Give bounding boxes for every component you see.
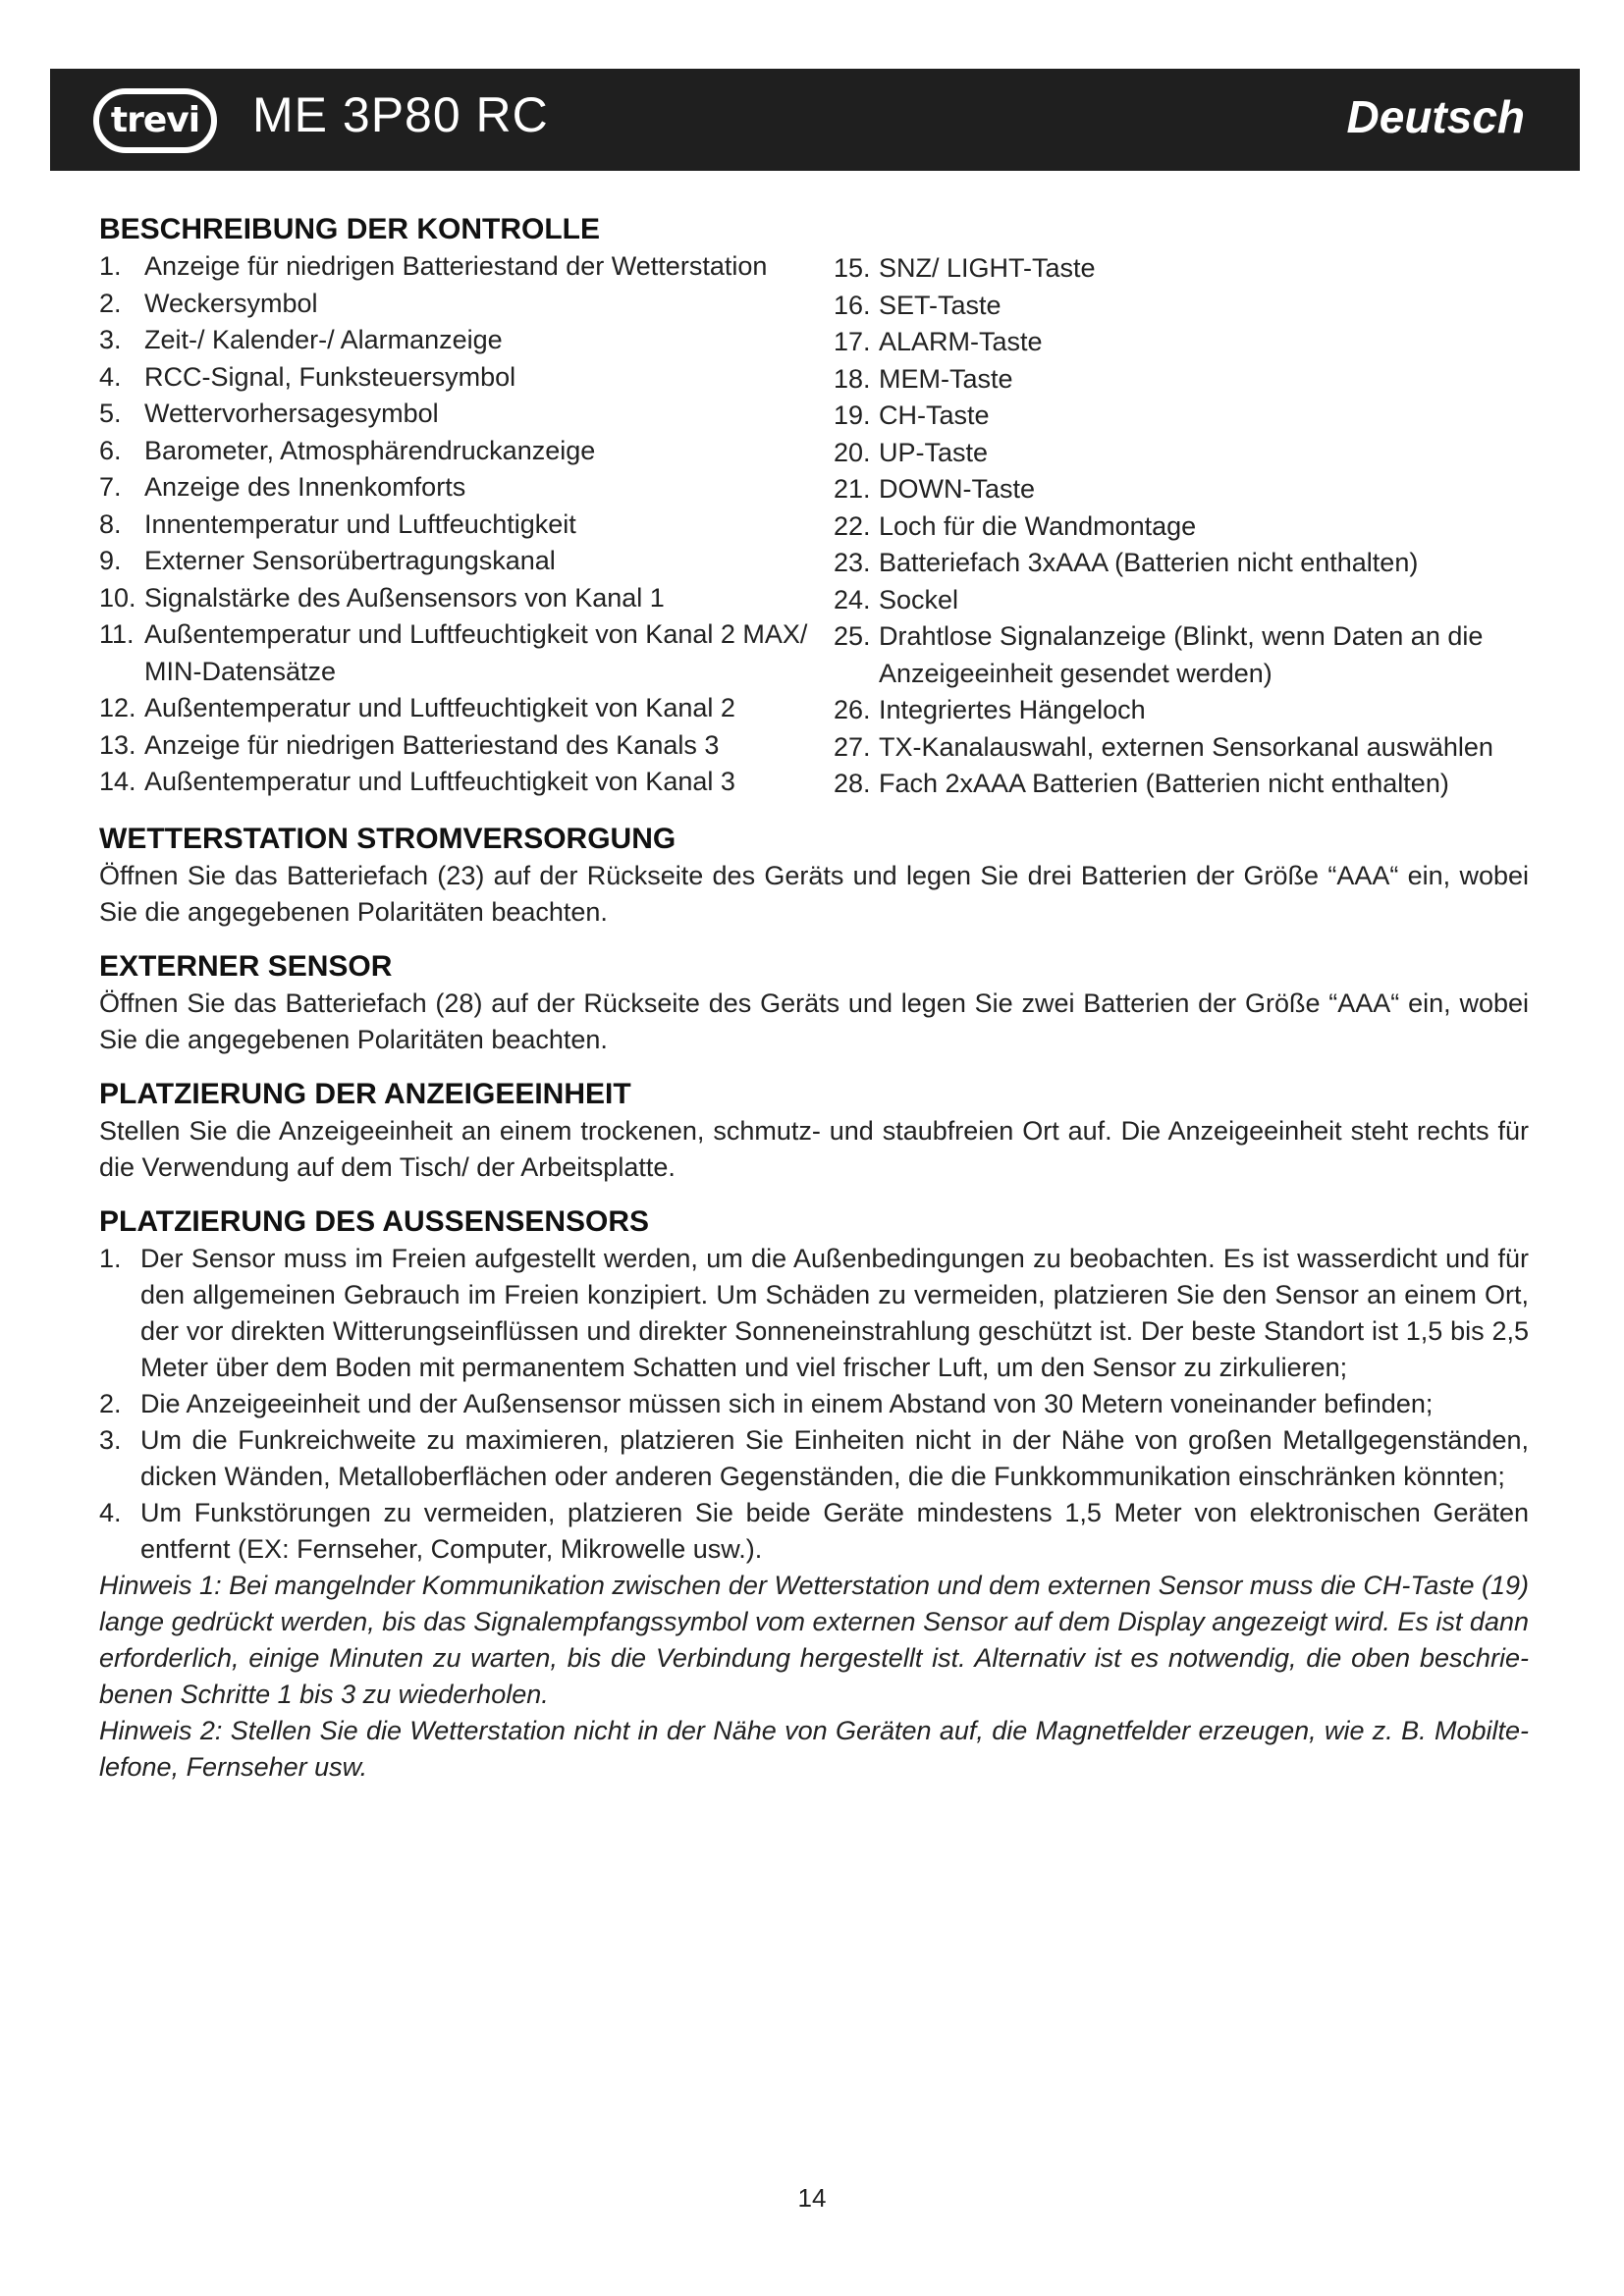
list-item-text: Weckersymbol: [144, 288, 318, 318]
list-item-number: 10.: [99, 582, 136, 613]
controls-heading: BESCHREIBUNG DER KONTROLLE: [99, 213, 601, 245]
list-item: [99, 543, 834, 580]
list-item-text: RCC-Signal, Funksteuersymbol: [144, 361, 516, 392]
list-item-text: TX-Kanalauswahl, externen Sensorkanal auswählen: [879, 731, 1493, 762]
list-item-text: Loch für die Wandmontage: [879, 510, 1197, 541]
list-item: [99, 469, 834, 507]
list-item-number: 18.: [834, 363, 871, 394]
list-item: [834, 582, 1529, 619]
list-item-number: 19.: [834, 400, 871, 430]
list-item: [834, 398, 1529, 435]
list-item-text: Außentemperatur und Luftfeuchtigkeit von Kanal 3: [144, 767, 735, 796]
list-item-text: Wettervorhersagesymbol: [144, 399, 439, 428]
page-content: [99, 211, 1529, 1786]
list-item-number: 27.: [834, 731, 871, 762]
sensor-placement-steps: [99, 1241, 1529, 1568]
list-item-text: Sockel: [879, 584, 959, 614]
list-item-number: 4.: [99, 361, 122, 392]
list-item: [834, 435, 1529, 472]
list-item-text: Integriertes Hängeloch: [879, 695, 1146, 724]
list-item: [834, 729, 1529, 767]
controls-list-right: [834, 250, 1529, 803]
list-item: [99, 764, 834, 801]
list-item-text: Barometer, Atmosphärendruckanzeige: [144, 435, 596, 465]
list-item-text: ALARM-Taste: [879, 327, 1043, 356]
list-item: [834, 288, 1529, 325]
list-item: [99, 1422, 1529, 1495]
list-item: [834, 508, 1529, 546]
list-item-text: CH-Taste: [879, 400, 990, 430]
list-item-text: Innentemperatur und Luftfeuchtigkeit: [144, 508, 576, 539]
controls-left-column: [99, 211, 834, 803]
page-header: [50, 69, 1580, 171]
list-item-number: 6.: [99, 435, 122, 465]
list-item-text: Zeit-/ Kalender-/ Alarmanzeige: [144, 325, 503, 354]
list-item-number: 28.: [834, 769, 871, 798]
brand-logo-text: trevi: [110, 100, 200, 140]
list-item-text: Die Anzeigeeinheit und der Außensensor müssen sich in einem Abstand von 30 Metern voneinander befinden;: [140, 1388, 1434, 1418]
list-item-number: 5.: [99, 399, 122, 428]
list-item-number: 22.: [834, 510, 871, 541]
list-item-number: 15.: [834, 253, 871, 283]
note-1: Hinweis 1: Bei mangelnder Kommunikation zwischen der Wetterstation und dem externen Sensor muss die CH-Taste (19) lange gedrückt werden, bis das Signalempfangssymbol vom externen Sensor auf dem Display angezeigt wird. Es ist dann erforderlich, einige Minuten zu warten, bis die Verbindung hergestellt ist. Alternativ ist es notwendig, die oben beschrie-benen Schritte 1 bis 3 zu wiederholen.: [99, 1570, 1529, 1709]
list-item-text: Anzeige für niedrigen Batteriestand des Kanals 3: [144, 729, 720, 760]
list-item-text: Signalstärke des Außensensors von Kanal 1: [144, 582, 665, 613]
list-item: [99, 1386, 1529, 1422]
list-item-number: 1.: [99, 251, 122, 281]
list-item-number: 3.: [99, 1424, 122, 1455]
display-placement-section: [99, 1076, 1529, 1186]
list-item-text: Außentemperatur und Luftfeuchtigkeit von Kanal 2 MAX/ MIN-Datensätze: [144, 619, 808, 686]
list-item-number: 13.: [99, 729, 136, 760]
sensor-placement-heading: PLATZIERUNG DES AUSSENSENSORS: [99, 1204, 650, 1238]
list-item: [834, 250, 1529, 288]
sensor-heading: EXTERNER SENSOR: [99, 949, 393, 983]
list-item-number: 23.: [834, 548, 871, 577]
list-item: [99, 690, 834, 727]
list-item-number: 26.: [834, 695, 871, 724]
list-item-text: Der Sensor muss im Freien aufgestellt werden, um die Außenbedingungen zu beobachten. Es ist wasserdicht und für den allgemeinen Gebrauch im Freien konzipiert. Um Schäden zu vermeiden, platzieren Sie den Sensor an einem Ort, der vor direkten Witterungseinflüssen und direkter Sonneneinstrahlung geschützt ist. Der beste Standort ist 1,5 bis 2,5 Meter über dem Boden mit permanentem Schatten und viel frischer Luft, um den Sensor zu zirkulieren;: [140, 1243, 1529, 1382]
list-item-text: Anzeige des Innenkomforts: [144, 472, 466, 502]
list-item: [834, 361, 1529, 399]
list-item: [99, 396, 834, 433]
controls-section: [99, 211, 1529, 803]
list-item-number: 24.: [834, 584, 871, 614]
list-item-text: Um die Funkreichweite zu maximieren, platzieren Sie Einheiten nicht in der Nähe von großen Metallgegenständen, dicken Wänden, Metalloberflächen oder anderen Gegenständen, die die Funkkommunikation einschränken könnten;: [140, 1424, 1529, 1491]
list-item-text: Fach 2xAAA Batterien (Batterien nicht enthalten): [879, 769, 1449, 798]
list-item: [99, 580, 834, 617]
list-item-number: 9.: [99, 546, 122, 575]
list-item: [99, 507, 834, 544]
brand-logo: [93, 88, 217, 153]
sensor-text: Öffnen Sie das Batteriefach (28) auf der Rückseite des Geräts und legen Sie zwei Batterien der Größe “AAA“ ein, wobei Sie die angegebenen Polaritäten beachten.: [99, 988, 1529, 1054]
list-item-number: 3.: [99, 325, 122, 354]
list-item-number: 17.: [834, 327, 871, 356]
list-item-number: 11.: [99, 619, 135, 649]
list-item-number: 4.: [99, 1497, 122, 1527]
sensor-placement-section: [99, 1203, 1529, 1786]
list-item: [99, 286, 834, 323]
list-item-text: DOWN-Taste: [879, 474, 1036, 504]
list-item-number: 21.: [834, 474, 871, 504]
list-item-text: Anzeige für niedrigen Batteriestand der Wetterstation: [144, 251, 768, 281]
list-item: [834, 618, 1529, 692]
controls-columns: [99, 211, 1529, 803]
display-placement-text: Stellen Sie die Anzeigeeinheit an einem trockenen, schmutz- und staubfreien Ort auf. Die Anzeigeeinheit steht rechts für die Verwendung auf dem Tisch/ der Arbeitsplatte.: [99, 1115, 1529, 1182]
list-item-number: 8.: [99, 508, 122, 539]
list-item-number: 20.: [834, 437, 871, 467]
list-item-number: 12.: [99, 693, 136, 722]
list-item-number: 2.: [99, 1388, 122, 1418]
page-number: 14: [797, 2183, 827, 2213]
list-item: [99, 433, 834, 470]
controls-right-column: [834, 211, 1529, 803]
list-item-text: SNZ/ LIGHT-Taste: [879, 253, 1096, 283]
list-item: [99, 1241, 1529, 1386]
list-item-text: UP-Taste: [879, 437, 989, 467]
power-text: Öffnen Sie das Batteriefach (23) auf der Rückseite des Geräts und legen Sie drei Batterien der Größe “AAA“ ein, wobei Sie die angegebenen Polaritäten beachten.: [99, 860, 1529, 927]
list-item-number: 14.: [99, 767, 136, 796]
list-item-text: Batteriefach 3xAAA (Batterien nicht enthalten): [879, 548, 1419, 577]
display-placement-heading: PLATZIERUNG DER ANZEIGEEINHEIT: [99, 1077, 631, 1110]
list-item: [834, 471, 1529, 508]
power-heading: WETTERSTATION STROMVERSORGUNG: [99, 822, 677, 855]
sensor-section: [99, 948, 1529, 1058]
list-item: [99, 248, 834, 286]
list-item: [99, 1495, 1529, 1568]
list-item-text: Um Funkstörungen zu vermeiden, platzieren Sie beide Geräte mindestens 1,5 Meter von elektronischen Geräten entfernt (EX: Fernseher, Computer, Mikrowelle usw.).: [140, 1497, 1529, 1564]
list-item: [99, 322, 834, 359]
list-item-text: Externer Sensorübertragungskanal: [144, 546, 556, 575]
list-item-text: SET-Taste: [879, 290, 1001, 320]
list-item: [834, 766, 1529, 803]
power-section: [99, 821, 1529, 931]
list-item-number: 2.: [99, 288, 122, 318]
list-item-number: 16.: [834, 290, 871, 320]
list-item: [99, 727, 834, 765]
list-item: [834, 545, 1529, 582]
list-item: [99, 616, 834, 690]
language-label: Deutsch: [1346, 91, 1525, 142]
list-item: [834, 324, 1529, 361]
list-item: [99, 359, 834, 397]
note-2: Hinweis 2: Stellen Sie die Wetterstation nicht in der Nähe von Geräten auf, die Magnetfelder erzeugen, wie z. B. Mobilte-lefone, Fernseher usw.: [99, 1715, 1529, 1782]
list-item-text: MEM-Taste: [879, 363, 1013, 394]
list-item-number: 7.: [99, 472, 122, 502]
list-item-number: 1.: [99, 1243, 122, 1273]
list-item-text: Drahtlose Signalanzeige (Blinkt, wenn Daten an die Anzeigeeinheit gesendet werden): [879, 621, 1484, 688]
controls-list-left: [99, 248, 834, 801]
list-item-number: 25.: [834, 621, 871, 651]
list-item-text: Außentemperatur und Luftfeuchtigkeit von Kanal 2: [144, 693, 735, 722]
model-name: ME 3P80 RC: [252, 87, 549, 142]
list-item: [834, 692, 1529, 729]
